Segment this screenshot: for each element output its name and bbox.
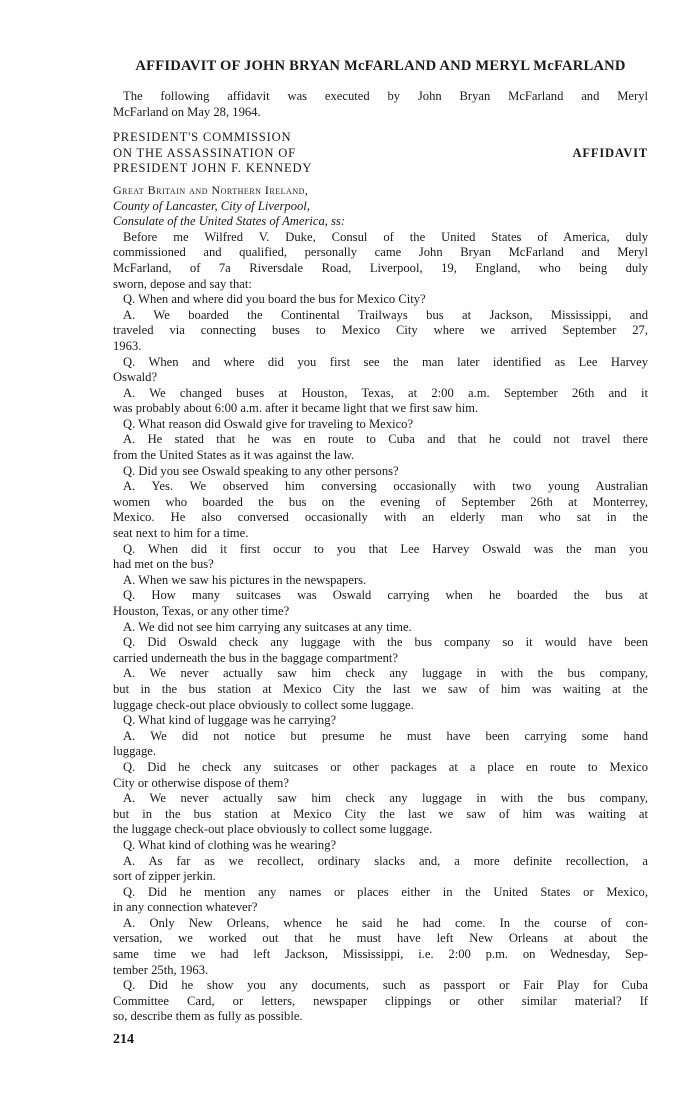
text-line: had met on the bus? (113, 557, 214, 572)
answer-paragraph (113, 854, 648, 885)
text-line: A. We never actually saw him check any luggage in with the bus company, (123, 791, 648, 806)
text-line: McFarland, of 7a Riversdale Road, Liverpool, 19, England, who being duly (113, 260, 648, 275)
text-line: Q. When and where did you board the bus for Mexico City? (123, 292, 426, 307)
text-line: A. We boarded the Continental Trailways bus at Jackson, Mississippi, and (123, 307, 648, 322)
text-line: but in the bus station at Mexico City the last we saw of him was waiting at the (113, 681, 648, 696)
text-line: the luggage check-out place obviously to collect some luggage. (113, 822, 433, 837)
venue-block (113, 183, 648, 230)
venue-county: County of Lancaster, City of Liverpool, (113, 198, 310, 213)
text-line: City or otherwise dispose of them? (113, 775, 289, 790)
answer-paragraph (113, 479, 648, 541)
text-line: Q. What kind of clothing was he wearing? (123, 837, 337, 852)
commission-line: ON THE ASSASSINATION OF (113, 145, 296, 160)
text-line: Mexico. He also conversed occasionally with an elderly man who sat in the (113, 510, 648, 525)
text-line: from the United States as it was against the law. (113, 448, 355, 463)
answer-paragraph (113, 791, 648, 838)
text-line: women who boarded the bus on the evening of September 26th at Monterrey, (113, 494, 648, 509)
text-line: A. Only New Orleans, whence he said he had come. In the course of con- (123, 915, 648, 930)
intro-line: The following affidavit was executed by John Bryan McFarland and Meryl (123, 89, 648, 103)
answer-paragraph (113, 729, 648, 760)
answer-paragraph (113, 308, 648, 355)
text-line: commissioned and qualified, personally came John Bryan McFarland and Meryl (113, 245, 648, 260)
question-paragraph (113, 978, 648, 1025)
text-line: versation, we worked out that he must have left New Orleans at about the (113, 931, 648, 946)
question-paragraph (113, 588, 648, 619)
text-line: Q. Did he mention any names or places either in the United States or Mexico, (123, 884, 648, 899)
answer-paragraph (113, 432, 648, 463)
text-line: A. We did not see him carrying any suitcases at any time. (123, 619, 412, 634)
text-line: Houston, Texas, or any other time? (113, 604, 290, 618)
text-line: so, describe them as fully as possible. (113, 1009, 303, 1024)
text-line: Before me Wilfred V. Duke, Consul of the United States of America, duly (123, 229, 648, 244)
document-page (113, 58, 648, 1025)
text-line: Q. Did Oswald check any luggage with the bus company so it would have been (123, 635, 648, 650)
answer-paragraph (113, 386, 648, 417)
text-line: Committee Card, or letters, newspaper clippings or other similar material? If (113, 993, 648, 1008)
question-paragraph (113, 355, 648, 386)
body-paragraph (113, 230, 648, 292)
affidavit-header (113, 130, 648, 177)
text-line: Q. What kind of luggage was he carrying? (123, 713, 337, 728)
venue-country: Great Britain and Northern Ireland, (113, 182, 309, 197)
question-paragraph (113, 542, 648, 573)
intro-paragraph (113, 89, 648, 120)
text-line: A. We changed buses at Houston, Texas, at 2:00 a.m. September 26th and it (123, 385, 648, 400)
text-line: 1963. (113, 338, 142, 353)
venue-consulate: Consulate of the United States of America, ss: (113, 214, 346, 229)
question-paragraph (113, 713, 648, 729)
question-paragraph (113, 464, 648, 480)
text-line: Q. How many suitcases was Oswald carrying when he boarded the bus at (123, 588, 648, 603)
affidavit-label: AFFIDAVIT (572, 146, 648, 161)
text-line: sworn, depose and say that: (113, 276, 252, 291)
text-line: luggage. (113, 744, 157, 759)
answer-paragraph (113, 916, 648, 978)
text-line: traveled via connecting buses to Mexico City where we arrived September 27, (113, 323, 648, 338)
text-line: A. He stated that he was en route to Cuba and that he could not travel there (123, 432, 648, 447)
text-line: seat next to him for a time. (113, 526, 249, 541)
text-line: luggage check-out place obviously to collect some luggage. (113, 697, 414, 712)
answer-paragraph (113, 666, 648, 713)
text-line: Q. Did he show you any documents, such as passport or Fair Play for Cuba (123, 978, 648, 993)
answer-paragraph (113, 573, 648, 589)
text-line: Oswald? (113, 370, 158, 385)
text-line: but in the bus station at Mexico City the last we saw of him was waiting at (113, 806, 648, 821)
question-paragraph (113, 760, 648, 791)
text-line: Q. Did you see Oswald speaking to any other persons? (123, 463, 399, 478)
question-paragraph (113, 838, 648, 854)
text-line: A. As far as we recollect, ordinary slacks and, a more definite recollection, a (123, 853, 648, 868)
answer-paragraph (113, 620, 648, 636)
question-paragraph (113, 635, 648, 666)
text-line: Q. Did he check any suitcases or other packages at a place en route to Mexico (123, 759, 648, 774)
commission-name (113, 130, 312, 177)
text-line: A. When we saw his pictures in the newspapers. (123, 572, 367, 587)
text-line: was probably about 6:00 a.m. after it became light that we first saw him. (113, 401, 479, 416)
text-line: A. Yes. We observed him conversing occasionally with two young Australian (123, 479, 648, 494)
text-line: carried underneath the bus in the baggage compartment? (113, 650, 398, 665)
text-line: A. We never actually saw him check any luggage in with the bus company, (123, 666, 648, 681)
question-paragraph (113, 292, 648, 308)
text-line: A. We did not notice but presume he must have been carrying some hand (123, 728, 648, 743)
document-title: AFFIDAVIT OF JOHN BRYAN McFARLAND AND MERYL McFARLAND (135, 58, 626, 74)
affidavit-body (113, 230, 648, 1025)
intro-line: McFarland on May 28, 1964. (113, 104, 261, 119)
text-line: sort of zipper jerkin. (113, 869, 216, 884)
text-line: tember 25th, 1963. (113, 962, 209, 977)
question-paragraph (113, 417, 648, 433)
commission-line: PRESIDENT JOHN F. KENNEDY (113, 161, 313, 176)
page-number: 214 (113, 1032, 134, 1047)
text-line: same time we had left Jackson, Mississippi, i.e. 2:00 p.m. on Wednesday, Sep- (113, 947, 648, 962)
commission-line: PRESIDENT'S COMMISSION (113, 130, 292, 145)
text-line: Q. When and where did you first see the man later identified as Lee Harvey (123, 354, 648, 369)
text-line: Q. When did it first occur to you that Lee Harvey Oswald was the man you (123, 541, 648, 556)
text-line: in any connection whatever? (113, 900, 258, 915)
question-paragraph (113, 885, 648, 916)
text-line: Q. What reason did Oswald give for traveling to Mexico? (123, 416, 414, 431)
